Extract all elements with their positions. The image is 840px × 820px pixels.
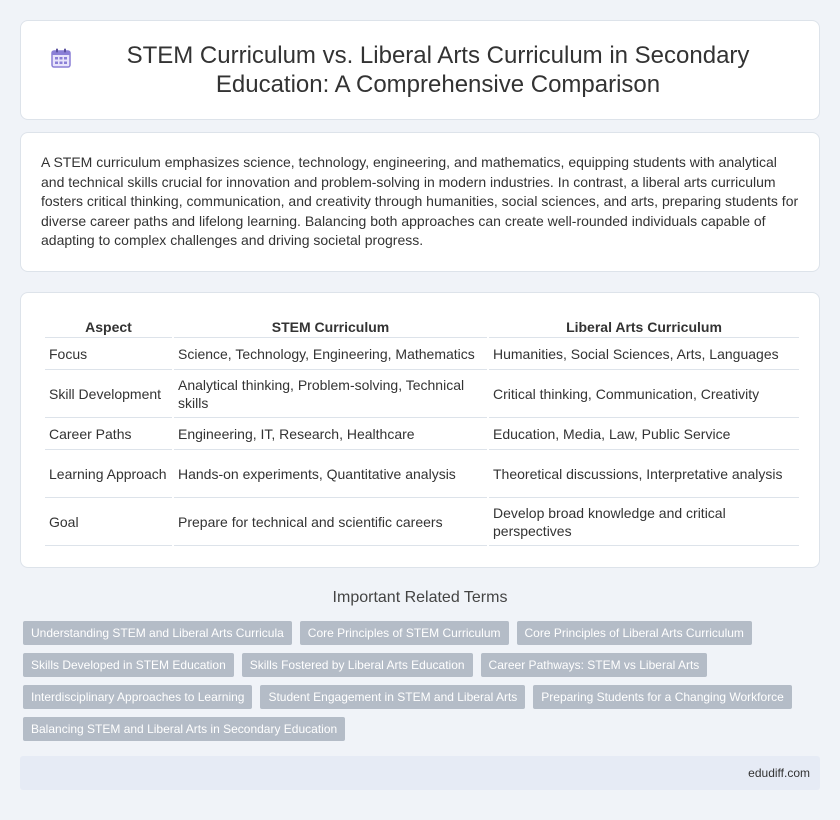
row-aspect: Career Paths [45, 418, 172, 450]
comparison-table-card [20, 292, 820, 568]
row-stem: Prepare for technical and scientific careers [174, 498, 487, 546]
related-term-tag[interactable]: Core Principles of Liberal Arts Curriculum [517, 621, 752, 645]
row-aspect: Focus [45, 338, 172, 370]
page-title: STEM Curriculum vs. Liberal Arts Curriculum in Secondary Education: A Comprehensive Comparison [126, 42, 750, 98]
related-term-tag[interactable]: Balancing STEM and Liberal Arts in Secondary Education [23, 717, 345, 741]
row-liberal-arts: Develop broad knowledge and critical perspectives [489, 498, 799, 546]
related-term-tag[interactable]: Skills Developed in STEM Education [23, 653, 234, 677]
header-aspect: Aspect [45, 313, 172, 338]
tag-row [23, 621, 823, 645]
table-row [45, 450, 799, 498]
row-stem: Hands-on experiments, Quantitative analysis [174, 450, 487, 498]
row-aspect: Learning Approach [45, 450, 172, 498]
tag-row [23, 717, 823, 741]
row-liberal-arts: Education, Media, Law, Public Service [489, 418, 799, 450]
footer-site-link[interactable]: edudiff.com [748, 766, 810, 780]
tag-row [23, 653, 823, 677]
footer [20, 756, 820, 790]
header-liberal-arts: Liberal Arts Curriculum [489, 313, 799, 338]
calendar-icon [50, 47, 72, 69]
intro-card [20, 132, 820, 272]
related-term-tag[interactable]: Skills Fostered by Liberal Arts Education [242, 653, 473, 677]
table-row [45, 498, 799, 546]
row-liberal-arts: Critical thinking, Communication, Creativity [489, 370, 799, 418]
table-row [45, 338, 799, 370]
related-terms-title: Important Related Terms [332, 589, 508, 606]
row-liberal-arts: Humanities, Social Sciences, Arts, Languages [489, 338, 799, 370]
intro-text: A STEM curriculum emphasizes science, technology, engineering, and mathematics, equipping students with analytical and technical skills crucial for innovation and problem-solving in modern industries. In contrast, a liberal arts curriculum fosters critical thinking, communication, and creativity through humanities, social sciences, and arts, preparing students for diverse career paths and lifelong learning. Balancing both approaches can create well-rounded individuals capable of adapting to complex challenges and driving societal progress. [41, 154, 799, 249]
table-header-row [45, 313, 799, 338]
tag-row [23, 685, 823, 709]
related-term-tag[interactable]: Core Principles of STEM Curriculum [300, 621, 509, 645]
header-stem: STEM Curriculum [174, 313, 487, 338]
related-term-tag[interactable]: Understanding STEM and Liberal Arts Curricula [23, 621, 292, 645]
row-stem: Science, Technology, Engineering, Mathematics [174, 338, 487, 370]
row-aspect: Goal [45, 498, 172, 546]
related-term-tag[interactable]: Career Pathways: STEM vs Liberal Arts [481, 653, 708, 677]
comparison-table [43, 313, 801, 546]
row-stem: Engineering, IT, Research, Healthcare [174, 418, 487, 450]
related-terms-list [23, 621, 823, 749]
table-row [45, 418, 799, 450]
row-stem: Analytical thinking, Problem-solving, Technical skills [174, 370, 487, 418]
related-term-tag[interactable]: Student Engagement in STEM and Liberal Arts [260, 685, 525, 709]
table-row [45, 370, 799, 418]
header-card [20, 20, 820, 120]
row-aspect: Skill Development [45, 370, 172, 418]
related-term-tag[interactable]: Preparing Students for a Changing Workforce [533, 685, 792, 709]
related-term-tag[interactable]: Interdisciplinary Approaches to Learning [23, 685, 252, 709]
row-liberal-arts: Theoretical discussions, Interpretative analysis [489, 450, 799, 498]
title-wrap [50, 41, 790, 99]
